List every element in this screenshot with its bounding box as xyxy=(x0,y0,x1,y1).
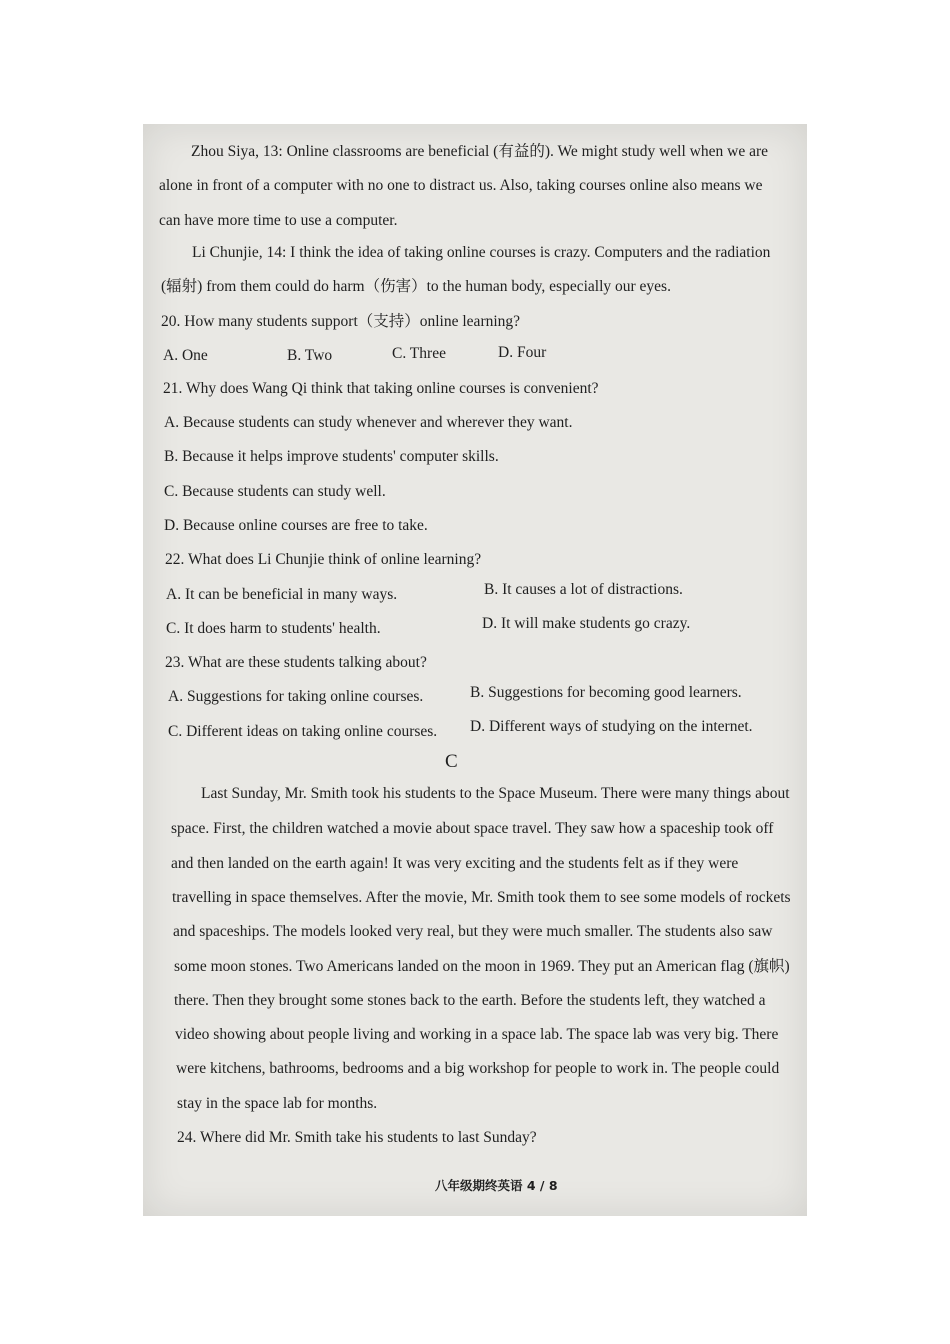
question-20-option-c: C. Three xyxy=(392,345,446,362)
passage-line: Li Chunjie, 14: I think the idea of taking online courses is crazy. Computers and the radiation xyxy=(192,244,771,261)
passage-c-line: and spaceships. The models looked very real, but they were much smaller. The students also saw xyxy=(173,923,773,940)
passage-c-line: space. First, the children watched a movie about space travel. They saw how a spaceship took off xyxy=(171,820,774,837)
question-20-option-b: B. Two xyxy=(287,347,333,364)
question-20-stem: 20. How many students support（支持）online learning? xyxy=(161,313,521,330)
page-footer: 八年级期终英语 4 / 8 xyxy=(435,1178,558,1193)
passage-c-line: Last Sunday, Mr. Smith took his students to the Space Museum. There were many things about xyxy=(201,785,790,802)
question-23-option-b: B. Suggestions for becoming good learners. xyxy=(470,684,742,701)
passage-line: alone in front of a computer with no one to distract us. Also, taking courses online also means we xyxy=(159,177,763,194)
question-20-option-a: A. One xyxy=(163,347,208,364)
question-21-stem: 21. Why does Wang Qi think that taking online courses is convenient? xyxy=(163,380,599,397)
passage-c-line: and then landed on the earth again! It was very exciting and the students felt as if they were xyxy=(171,855,739,872)
question-21-option-d: D. Because online courses are free to take. xyxy=(164,517,428,534)
passage-c-line: travelling in space themselves. After the movie, Mr. Smith took them to see some models of rockets xyxy=(172,889,791,906)
passage-c-line: were kitchens, bathrooms, bedrooms and a big workshop for people to work in. The people could xyxy=(176,1060,780,1077)
question-22-stem: 22. What does Li Chunjie think of online learning? xyxy=(165,551,482,568)
question-22-option-b: B. It causes a lot of distractions. xyxy=(484,581,683,598)
question-23-option-a: A. Suggestions for taking online courses. xyxy=(168,688,424,705)
question-23-option-d: D. Different ways of studying on the internet. xyxy=(470,718,753,735)
passage-line: can have more time to use a computer. xyxy=(159,212,398,229)
question-23-option-c: C. Different ideas on taking online courses. xyxy=(168,723,438,740)
exam-page xyxy=(143,124,807,1216)
passage-c-line: there. Then they brought some stones back to the earth. Before the students left, they watched a xyxy=(174,992,766,1009)
question-21-option-b: B. Because it helps improve students' computer skills. xyxy=(164,448,499,465)
question-24-stem: 24. Where did Mr. Smith take his students to last Sunday? xyxy=(177,1129,537,1146)
question-22-option-d: D. It will make students go crazy. xyxy=(482,615,691,632)
passage-line: (辐射) from them could do harm（伤害）to the human body, especially our eyes. xyxy=(161,278,671,295)
section-c-heading: C xyxy=(445,751,458,772)
question-22-option-a: A. It can be beneficial in many ways. xyxy=(166,586,398,603)
question-21-option-c: C. Because students can study well. xyxy=(164,483,386,500)
question-22-option-c: C. It does harm to students' health. xyxy=(166,620,381,637)
question-21-option-a: A. Because students can study whenever and wherever they want. xyxy=(164,414,573,431)
passage-line: Zhou Siya, 13: Online classrooms are beneficial (有益的). We might study well when we are xyxy=(191,143,768,160)
passage-c-line: video showing about people living and working in a space lab. The space lab was very big. There xyxy=(175,1026,779,1043)
question-20-option-d: D. Four xyxy=(498,344,547,361)
question-23-stem: 23. What are these students talking about? xyxy=(165,654,427,671)
passage-c-line: stay in the space lab for months. xyxy=(177,1095,378,1112)
passage-c-line: some moon stones. Two Americans landed on the moon in 1969. They put an American flag (旗帜) xyxy=(174,958,790,975)
